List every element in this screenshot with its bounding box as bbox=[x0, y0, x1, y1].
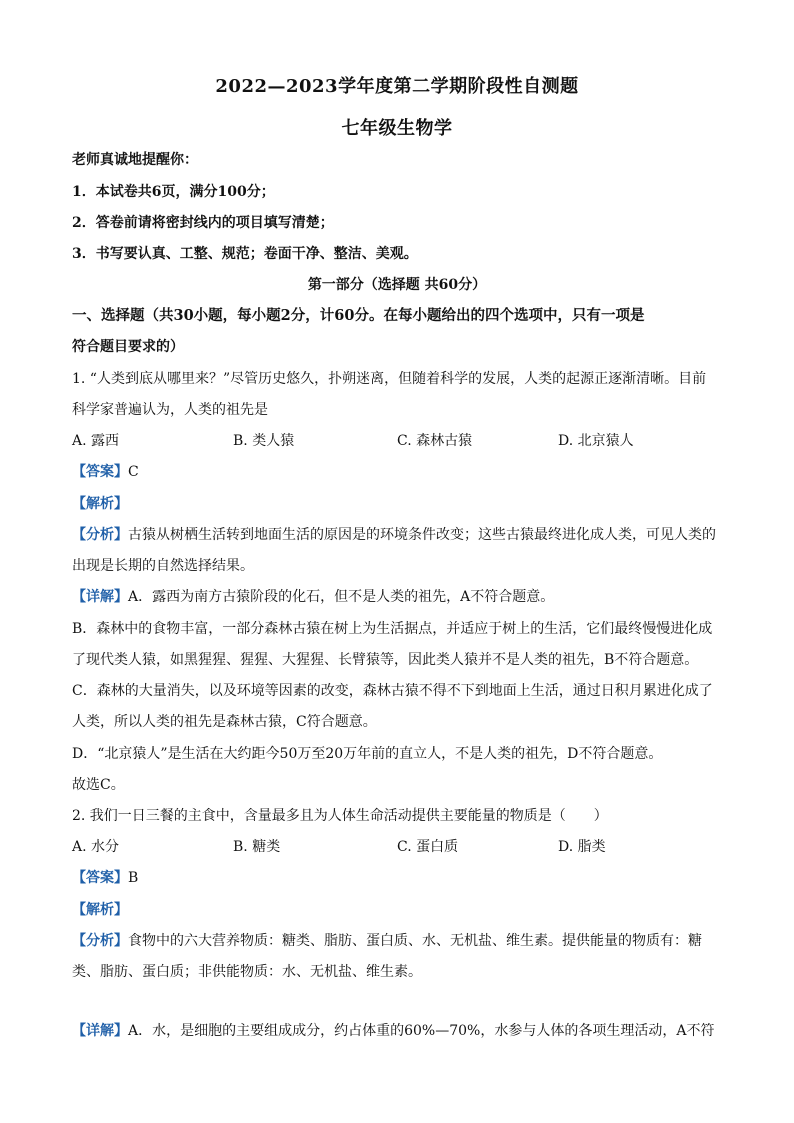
q2-fenxi-line1 bbox=[72, 931, 722, 951]
q1-option-c: C. 森林古猿 bbox=[397, 433, 473, 449]
q1-conclusion: 故选C。 bbox=[72, 777, 125, 793]
exam-subtitle: 七年级生物学 bbox=[341, 118, 453, 139]
q2-answer-value: B bbox=[128, 870, 139, 886]
q2-option-d: D. 脂类 bbox=[558, 839, 606, 855]
q2-stem: 2. 我们一日三餐的主食中，含量最多且为人体生命活动提供主要能量的物质是（ ） bbox=[72, 808, 608, 824]
q2-detail-text: A．水，是细胞的主要组成成分，约占体重的60%—70%，水参与人体的各项生理活动，A不符 bbox=[128, 1023, 715, 1039]
detail-tag: 【详解】 bbox=[72, 1023, 128, 1039]
part1-heading: 第一部分（选择题 共60分） bbox=[307, 277, 487, 293]
q1-answer bbox=[72, 462, 722, 482]
q1-fenxi-text: 古猿从树栖生活转到地面生活的原因是的环境条件改变；这些古猿最终进化成人类，可见人类的 bbox=[128, 527, 716, 543]
q1-analysis-heading bbox=[72, 494, 722, 514]
notice-heading: 老师真诚地提醒你： bbox=[72, 152, 198, 168]
q2-detail-line1 bbox=[72, 1021, 722, 1041]
answer-tag: 【答案】 bbox=[72, 870, 128, 886]
q1-option-b: B. 类人猿 bbox=[233, 433, 295, 449]
q1-answer-value: C bbox=[128, 464, 139, 480]
fenxi-tag: 【分析】 bbox=[72, 527, 128, 543]
q1-option-d: D. 北京猿人 bbox=[558, 433, 634, 449]
q1-stem-line1: 1. “人类到底从哪里来？”尽管历史悠久，扑朔迷离，但随着科学的发展，人类的起源正逐渐清晰。目前 bbox=[72, 371, 707, 387]
exam-title: 2022—2023学年度第二学期阶段性自测题 bbox=[215, 76, 579, 97]
notice-item-1: 1．本试卷共6页，满分100分； bbox=[72, 184, 275, 200]
notice-item-3: 3．书写要认真、工整、规范；卷面干净、整洁、美观。 bbox=[72, 246, 418, 262]
fenxi-tag: 【分析】 bbox=[72, 933, 128, 949]
q2-option-a: A. 水分 bbox=[72, 839, 120, 855]
section-heading-line1: 一、选择题（共30小题，每小题2分，计60分。在每小题给出的四个选项中，只有一项是 bbox=[72, 307, 645, 324]
analysis-tag: 【解析】 bbox=[72, 496, 128, 512]
q1-detail-line1 bbox=[72, 587, 722, 607]
q2-answer bbox=[72, 868, 722, 888]
q2-fenxi-line2: 类、脂肪、蛋白质；非供能物质：水、无机盐、维生素。 bbox=[72, 964, 422, 980]
q2-option-c: C. 蛋白质 bbox=[397, 839, 459, 855]
section-heading-line2: 符合题目要求的） bbox=[72, 339, 184, 355]
q1-option-a: A. 露西 bbox=[72, 433, 120, 449]
q1-detail-line2: B．森林中的食物丰富，一部分森林古猿在树上为生活据点，并适应于树上的生活，它们最终慢慢进化成 bbox=[72, 621, 713, 637]
q1-detail-text: A．露西为南方古猿阶段的化石，但不是人类的祖先，A不符合题意。 bbox=[128, 589, 555, 605]
q1-stem-line2: 科学家普遍认为，人类的祖先是 bbox=[72, 402, 268, 418]
notice-item-2: 2．答卷前请将密封线内的项目填写清楚； bbox=[72, 215, 334, 231]
detail-tag: 【详解】 bbox=[72, 589, 128, 605]
q1-detail-line6: D．“北京猿人”是生活在大约距今50万至20万年前的直立人，不是人类的祖先，D不符合题意。 bbox=[72, 746, 663, 762]
q1-fenxi-line1 bbox=[72, 525, 722, 545]
answer-tag: 【答案】 bbox=[72, 464, 128, 480]
q2-analysis-heading bbox=[72, 900, 722, 920]
q1-detail-line4: C．森林的大量消失，以及环境等因素的改变，森林古猿不得不下到地面上生活，通过日积月累进化成了 bbox=[72, 683, 713, 699]
q1-detail-line3: 了现代类人猿，如黑猩猩、猩猩、大猩猩、长臂猿等，因此类人猿并不是人类的祖先，B不符合题意。 bbox=[72, 652, 699, 668]
q2-fenxi-text: 食物中的六大营养物质：糖类、脂肪、蛋白质、水、无机盐、维生素。提供能量的物质有：糖 bbox=[128, 933, 702, 949]
q1-fenxi-line2: 出现是长期的自然选择结果。 bbox=[72, 558, 254, 574]
analysis-tag: 【解析】 bbox=[72, 902, 128, 918]
q1-detail-line5: 人类，所以人类的祖先是森林古猿，C符合题意。 bbox=[72, 714, 377, 730]
q2-option-b: B. 糖类 bbox=[233, 839, 281, 855]
